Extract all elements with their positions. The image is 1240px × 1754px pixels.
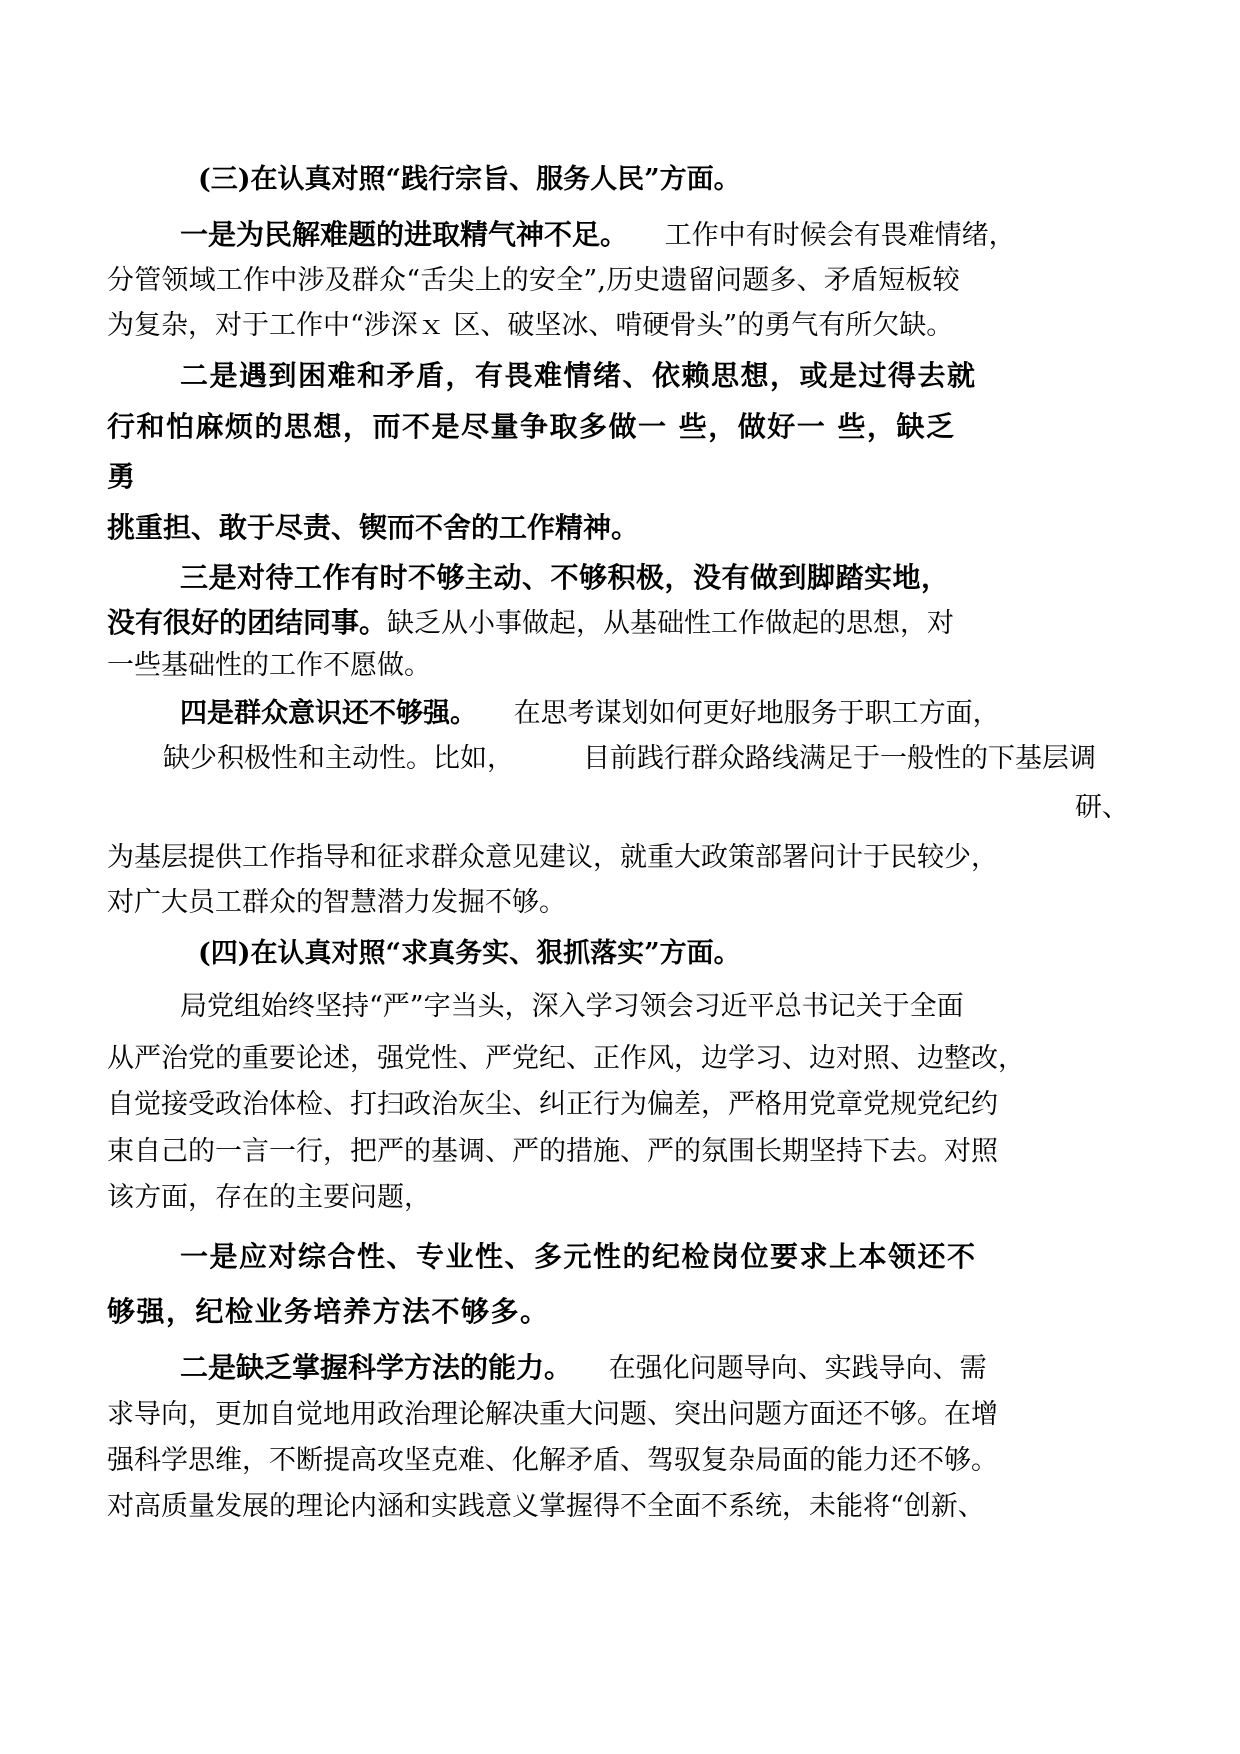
- section-3-item-3-title-end: 没有很好的团结同事。: [107, 606, 388, 639]
- section-3-item-4-text: 在思考谋划如何更好地服务于职工方面，: [513, 698, 1000, 729]
- section-4-item-2-title: 二是缺乏掌握科学方法的能力。: [180, 1351, 573, 1384]
- section-3-item-3-line-3: 一些基础性的工作不愿做。: [107, 650, 431, 681]
- section-4-item-2-line-1: [180, 1351, 987, 1386]
- section-3-item-3-text: 缺乏从小事做起，从基础性工作做起的思想，对: [387, 608, 955, 639]
- section-4-item-2-line-3: 强科学思维，不断提高攻坚克难、化解矛盾、驾驭复杂局面的能力还不够。: [107, 1445, 998, 1476]
- section-3-item-3-line-2: [107, 606, 954, 641]
- section-4-intro-line-4: 束自己的一言一行，把严的基调、严的措施、严的氛围长期坚持下去。对照: [107, 1136, 998, 1167]
- section-3-item-1-line-3: 为复杂，对于工作中“涉深ｘ 区、破坚冰、啃硬骨头”的勇气有所欠缺。: [107, 310, 954, 341]
- section-3-item-4-title: 四是群众意识还不够强。: [180, 698, 477, 729]
- section-3-item-4-line-3: 研、: [1075, 792, 1129, 823]
- section-4-item-2-line-2: 求导向，更加自觉地用政治理论解决重大问题、突出问题方面还不够。在增: [107, 1399, 998, 1430]
- section-3-item-2-line-3: 勇: [107, 460, 136, 493]
- section-3-item-1-line-1: [180, 218, 1016, 253]
- section-4-intro-line-2: 从严治党的重要论述，强党性、严党纪、正作风，边学习、边对照、边整改，: [107, 1043, 1025, 1074]
- section-3-item-4-line-2b: 目前践行群众路线满足于一般性的下基层调: [583, 743, 1096, 774]
- section-3-item-2-line-4: 挑重担、敢于尽责、锲而不舍的工作精神。: [107, 511, 640, 544]
- section-3-item-2-line-2: 行和怕麻烦的思想，而不是尽量争取多做一 些，做好一 些，缺乏: [107, 410, 956, 443]
- section-4-heading: (四)在认真对照“求真务实、狠抓落实”方面。: [198, 938, 741, 969]
- section-4-intro-line-5: 该方面，存在的主要问题，: [107, 1182, 431, 1213]
- section-4-intro-line-3: 自觉接受政治体检、打扫政治灰尘、纠正行为偏差，严格用党章党规党纪约: [107, 1089, 998, 1120]
- section-3-item-4-line-2a: 缺少积极性和主动性。比如，: [163, 743, 514, 774]
- section-3-item-1-line-2: 分管领域工作中涉及群众“舌尖上的安全”,历史遗留问题多、矛盾短板较: [107, 265, 960, 296]
- section-3-item-1-text: 工作中有时候会有畏难情绪，: [664, 220, 1016, 251]
- section-4-item-2-line-4: 对高质量发展的理论内涵和实践意义掌握得不全面不系统，未能将“创新、: [107, 1491, 985, 1522]
- section-4-item-1-line-1: 一是应对综合性、专业性、多元性的纪检岗位要求上本领还不: [180, 1240, 977, 1273]
- section-4-item-1-line-2: 够强，纪检业务培养方法不够多。: [107, 1295, 550, 1328]
- section-4-intro-line-1: 局党组始终坚持“严”字当头，深入学习领会习近平总书记关于全面: [180, 991, 964, 1022]
- section-3-heading: (三)在认真对照“践行宗旨、服务人民”方面。: [198, 164, 741, 195]
- section-3-item-4-line-5: 对广大员工群众的智慧潜力发掘不够。: [107, 887, 566, 918]
- section-3-item-1-title: 一是为民解难题的进取精气神不足。: [180, 218, 629, 251]
- section-3-item-2-line-1: 二是遇到困难和矛盾，有畏难情绪、依赖思想，或是过得去就: [180, 359, 977, 392]
- section-3-item-4-line-1: [180, 697, 1000, 731]
- section-3-item-3-line-1: 三是对待工作有时不够主动、不够积极，没有做到脚踏实地，: [180, 561, 950, 594]
- section-4-item-2-text: 在强化问题导向、实践导向、需: [608, 1353, 987, 1384]
- section-3-item-4-line-4: 为基层提供工作指导和征求群众意见建议，就重大政策部署问计于民较少，: [107, 842, 998, 873]
